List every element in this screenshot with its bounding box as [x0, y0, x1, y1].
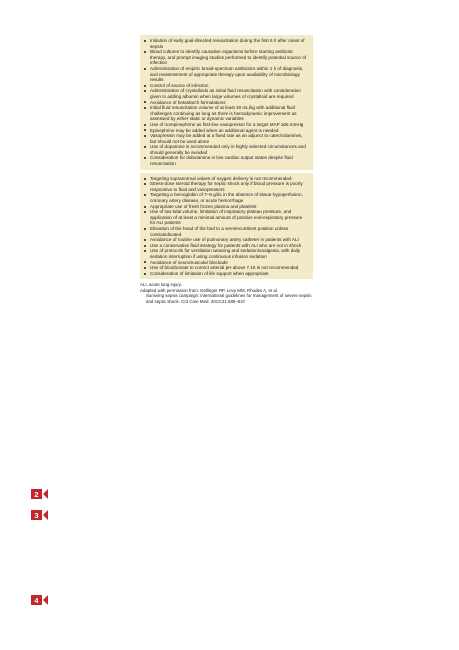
- list-item: Consideration of limitation of life support when appropriate: [143, 271, 309, 277]
- list-item: Consideration for dobutamine in low cardiac output states despite fluid resuscitation: [143, 155, 309, 166]
- left-arrow-icon: [43, 489, 48, 499]
- recommendations-table: [140, 35, 313, 304]
- list-item: Targeting a hemoglobin of 7–9 g/dL in the absence of tissue hypoperfusion, coronary artery disease, or acute hemorrhage: [143, 192, 309, 203]
- recommendation-list-1: [143, 38, 309, 167]
- list-item: Use of norepinephrine as first-line vasopressor for a target MAP ≥65 mmHg: [143, 122, 309, 128]
- list-item: Use of bicarbonate to correct arterial pH above 7.15 is not recommended: [143, 265, 309, 271]
- list-item: Avoidance of neuromuscular blockade: [143, 260, 309, 266]
- marker-number: 3: [31, 510, 42, 520]
- section-supportive-care: [140, 173, 313, 280]
- list-item: Use a conservative fluid strategy for patients with ALI who are not in shock: [143, 243, 309, 249]
- list-item: Use of low tidal volume, limitation of inspiratory plateau pressure, and application of at least a minimal amount of positive end-expiratory pressure for ALI patients: [143, 209, 309, 226]
- list-item: Vasopressin may be added at a fixed rate as an adjunct to catecholamines, but should not be used alone: [143, 133, 309, 144]
- marker-number: 2: [31, 489, 42, 499]
- marker-number: 4: [31, 595, 42, 605]
- abbreviation-note: ALI, acute lung injury.: [140, 282, 182, 288]
- list-item: Avoidance of hetastarch formulations: [143, 100, 309, 106]
- source-citation-line2: Surviving sepsis campaign: international guidelines for management of severe sepsis and septic shock. Crit Care Med. 2013;41:580–637.: [146, 293, 312, 304]
- table-footnotes: [140, 282, 313, 304]
- source-citation-line1: Adapted with permission from: Dellinger RP, Levy MM, Rhodes A, et al.: [140, 287, 279, 293]
- left-arrow-icon: [43, 595, 48, 605]
- list-item: Control of source of infection: [143, 83, 309, 89]
- list-item: Initial fluid resuscitation volume of at least 30 mL/kg with additional fluid challenges continuing as long as there is hemodynamic improvement as assessed by either static or dynamic variables: [143, 105, 309, 122]
- list-item: Elevation of the head of the bed to a semirecumbent position unless contraindicated: [143, 226, 309, 237]
- section-marker-4[interactable]: [31, 595, 48, 605]
- left-arrow-icon: [43, 510, 48, 520]
- list-item: Use of dopamine is recommended only in highly selected circumstances and should generally be avoided: [143, 144, 309, 155]
- list-item: Use of protocols for ventilation weaning and sedation/analgesia, with daily sedation interruption if using continuous infusion sedation: [143, 248, 309, 259]
- list-item: Targeting supranormal values of oxygen delivery is not recommended: [143, 176, 309, 182]
- list-item: Avoidance of routine use of pulmonary artery catheter in patients with ALI: [143, 237, 309, 243]
- list-item: Initiation of early goal-directed resuscitation during the first 6 h after onset of sepsis: [143, 38, 309, 49]
- list-item: Appropriate use of fresh frozen plasma and platelets: [143, 204, 309, 210]
- section-initial-resuscitation: [140, 35, 313, 170]
- list-item: Administration of crystalloids as initial fluid resuscitation with consideration given to adding albumin when large volumes of crystalloid are required: [143, 88, 309, 99]
- recommendation-list-2: [143, 176, 309, 277]
- list-item: Blood cultures to identify causative organisms before starting antibiotic therapy, and prompt imaging studies performed to identify potential source of infection: [143, 49, 309, 66]
- list-item: Administration of empiric broad-spectrum antibiotics within 1 h of diagnosis, and reassessment of appropriate therapy upon availability of microbiology results: [143, 66, 309, 83]
- list-item: Stress-dose steroid therapy for septic shock only if blood pressure is poorly responsive to fluid and vasopressors: [143, 181, 309, 192]
- section-marker-3[interactable]: [31, 510, 48, 520]
- section-marker-2[interactable]: [31, 489, 48, 499]
- list-item: Epinephrine may be added when an additional agent is needed: [143, 128, 309, 134]
